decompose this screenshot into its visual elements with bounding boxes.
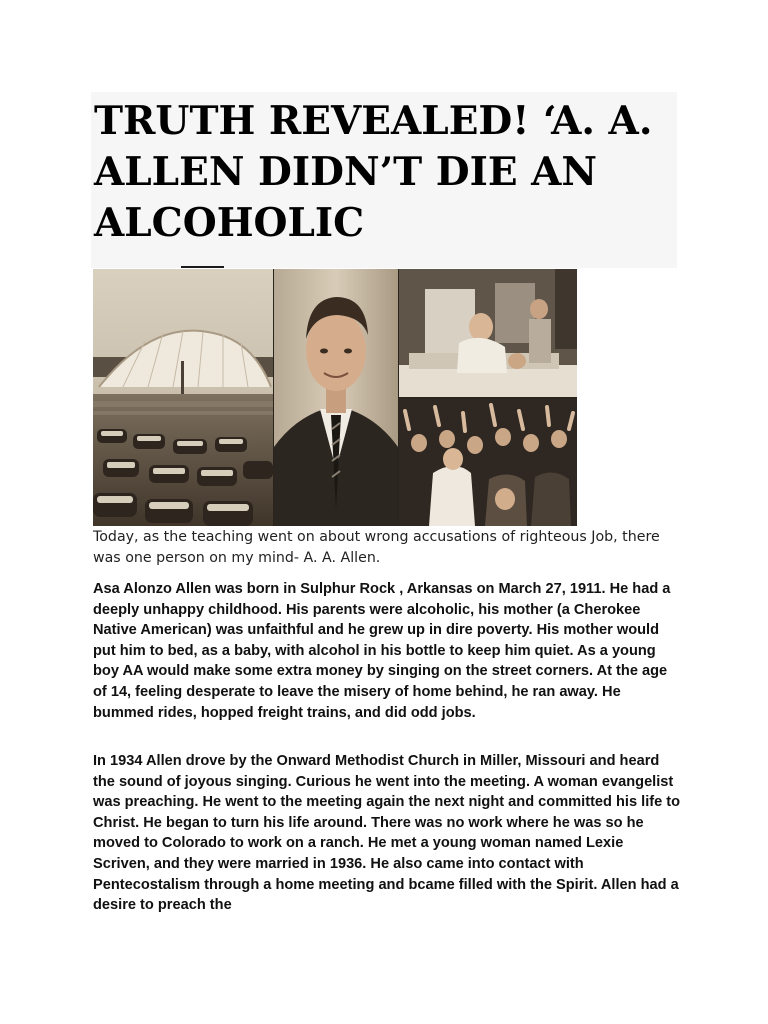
portrait-photo [274,269,398,526]
healing-service-illustration [399,269,577,397]
title-banner [91,92,677,268]
tent-crowd-illustration [93,269,273,526]
worship-crowd-illustration [399,399,577,526]
intro-paragraph: Today, as the teaching went on about wrong accusations of righteous Job, there was one person on my mind- A. A. Allen. [93,529,660,566]
conversion-paragraph: In 1934 Allen drove by the Onward Methodist Church in Miller, Missouri and heard the sound of joyous singing. Curious he went into the meeting. A woman evangelist was preaching. He went to the meeting again the next night and committed his life to Christ. He began to turn his life around. There was no work where he was so he moved to Colorado to work on a ranch. He met a young woman named Lexie Scriven, and they were married in 1936. He also came into contact with Pentecostalism through a home meeting and bcame filled with the Spirit. Allen had a desire to preach the [93,753,681,914]
biography-paragraph: Asa Alonzo Allen was born in Sulphur Rock , Arkansas on March 27, 1911. He had a deeply unhappy childhood. His parents were alcoholic, his mother (a Cherokee Native American) was unfaithful and he grew up in dire poverty. His mother would put him to bed, as a baby, with alcohol in his bottle to keep him quiet. As a young boy AA would make some extra money by singing on the street corners. At the age of 14, feeling desperate to leave the misery of home behind, he ran away. He bummed rides, hopped freight trains, and did odd jobs. [93,581,671,721]
article-title: TRUTH REVEALED! ‘A. A. ALLEN DIDN’T DIE AN ALCOHOLIC [94,98,653,246]
portrait-illustration [274,269,398,526]
tent-crowd-photo [93,269,273,526]
worship-crowd-photo [399,399,577,526]
healing-service-photo [399,269,577,397]
photo-collage [93,269,577,526]
title-divider [181,266,224,268]
